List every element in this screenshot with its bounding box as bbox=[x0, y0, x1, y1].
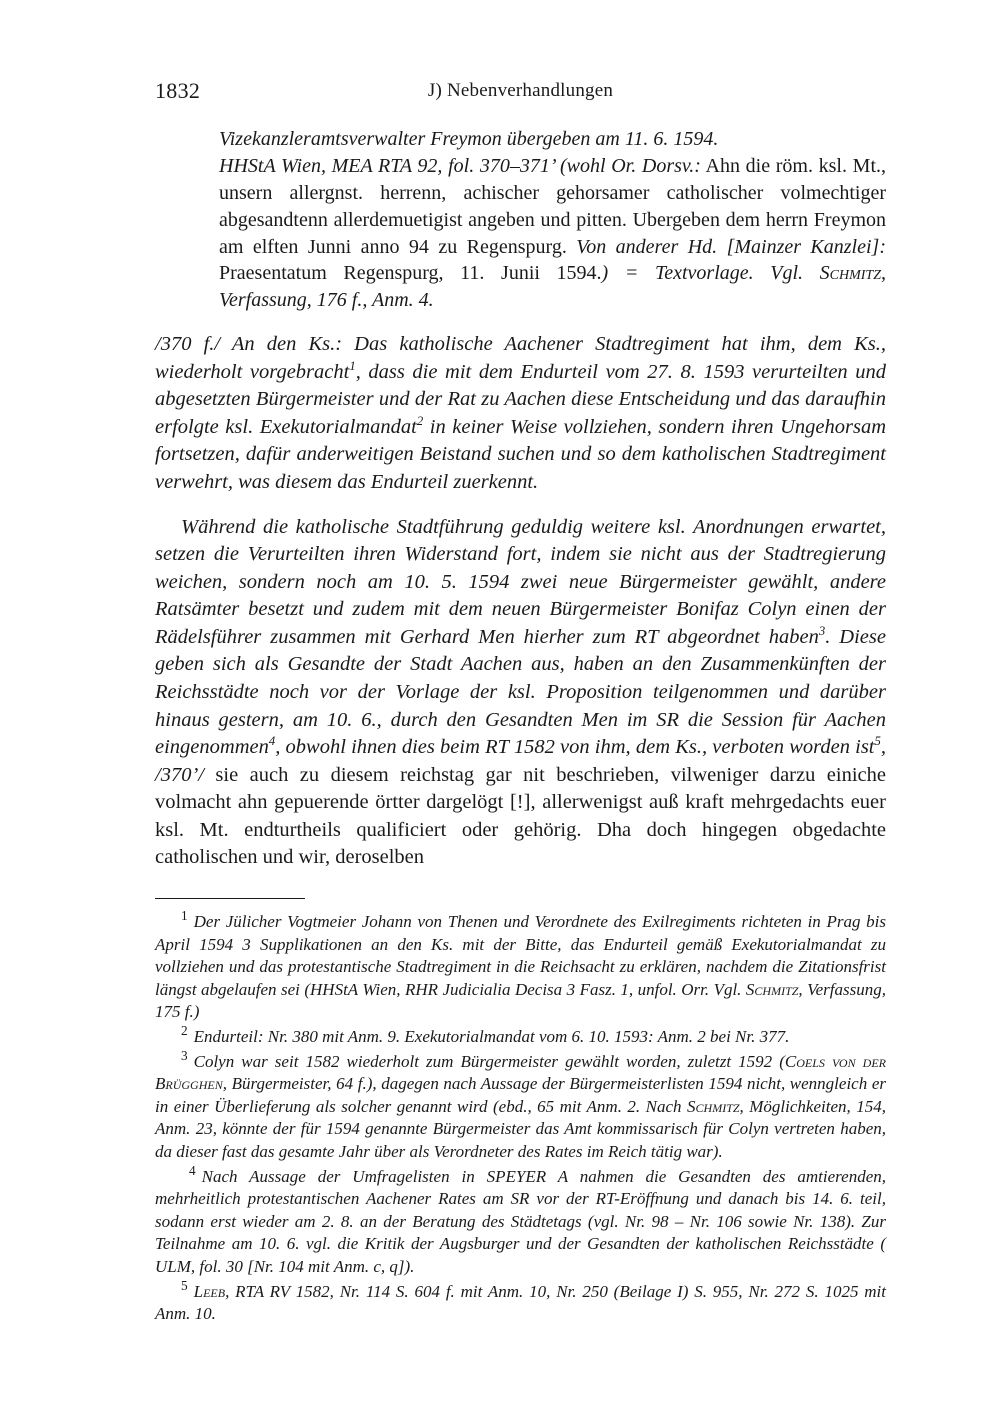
footnote-text-part: , Möglichkeiten, 154, Anm. 23, könnte der für 1594 genannte Bürgermeister das Amt kommissarisch für Colyn vertreten haben, da dieser fast das gesamte Jahr über als Verordneter des Rates im Reich tätig war). bbox=[155, 1096, 886, 1162]
footnote-number: 3 bbox=[181, 1047, 188, 1063]
footnote-list bbox=[155, 908, 886, 1326]
para2-part-a: Während die katholische Stadtführung geduldig weitere ksl. Anordnungen erwartet, setzen die Verurteilten ihren Widerstand fort, indem sie nicht aus der Stadtregierung weichen, sondern noch am 10. 5. 1594 zwei neue Bürgermeister gewählt, andere Ratsämter besetzt und zudem mit dem neuen Bürgermeister Bonifaz Colyn einen der Rädelsführer zusammen mit Gerhard Men hierher zum RT abgeordnet haben bbox=[155, 515, 886, 648]
footnote-ref-4[interactable]: 4 bbox=[268, 734, 276, 749]
footnote-4 bbox=[155, 1162, 886, 1279]
footnote-text-part: Nach Aussage der Umfragelisten in SPEYER A nahmen die Gesandten des amtierenden, mehrheitlich protestantischen Aachener Rates am SR vor der RT-Eröffnung und danach bis 14. 6. teil, sodann erst wieder am 2. 8. an der Beratung des Städtetags (vgl. Nr. 98 – Nr. 106 sowie Nr. 138). Zur Teilnahme am 10. 6. vgl. die Kritik der Augsburger und der Gesandten der katholischen Reichsstädte ( ULM, fol. 30 [Nr. 104 mit Anm. c, q]). bbox=[155, 1166, 886, 1277]
footnote-number: 4 bbox=[189, 1162, 196, 1178]
footnote-3 bbox=[155, 1047, 886, 1164]
footnote-ref-1[interactable]: 1 bbox=[349, 358, 356, 373]
footnote-separator bbox=[155, 898, 305, 899]
footnote-5 bbox=[155, 1278, 886, 1326]
paragraph-regest-2 bbox=[155, 514, 886, 872]
para2-part-c: , obwohl ihnen dies beim RT 1582 von ihm, dem Ks., verboten worden ist bbox=[275, 736, 875, 759]
footnote-text-part: Der Jülicher Vogtmeier Johann von Thenen und Verordnete des Exilregiments richteten in Prag bis April 1594 3 Supplikationen an den Ks. mit der Bitte, das Endurteil gemäß Exekutorialmandat zu vollziehen und das protestantische Stadtregiment in die Reichsacht zu erklären, nachdem die Zitationsfrist längst abgelaufen sei (HHStA Wien, RHR Judicialia Decisa 3 Fasz. 1, unfol. Orr. Vgl. bbox=[155, 911, 886, 999]
para2-part-b: . Diese geben sich als Gesandte der Stadt Aachen aus, haben an den Zusammenkünften der Reichsstädte noch vor der Vorlage der ksl. Proposition teilgenommen und darüber hinaus gestern, am 10. 6., durch den Gesandten Men im SR die Session für Aachen eingenommen bbox=[155, 625, 886, 759]
source-smallcaps: Schmitz bbox=[819, 262, 881, 285]
footnote-text-part: Coels von der Brügghen bbox=[155, 1051, 886, 1094]
source-roman-b: Praesentatum Regenspurg, 11. Junii 1594. bbox=[219, 262, 602, 285]
source-italic-a: HHStA Wien, MEA RTA 92, fol. 370–371’ (wohl Or. Dorsv.: bbox=[219, 154, 701, 177]
running-head bbox=[155, 78, 886, 112]
footnote-number: 5 bbox=[181, 1278, 188, 1294]
source-italic-b: Von anderer Hd. [Mainzer Kanzlei]: bbox=[576, 235, 886, 258]
document-body bbox=[155, 331, 886, 872]
footnote-2 bbox=[155, 1023, 886, 1049]
footnote-text-part: , Verfassung, 175 f.) bbox=[155, 979, 886, 1022]
para2-quote: sie auch zu diesem reichstag gar nit beschrieben, vilweniger darzu einiche volmacht ahn gepuerende örtter dargelögt [!], allerwenigst auß kraft mehrgedachts euer ksl. Mt. endturtheils qualificiert oder gehörig. Dha doch hingegen obgedachte catholischen und wir, deroselben bbox=[155, 763, 886, 869]
para1-part-a: /370 f./ An den Ks.: Das katholische Aachener Stadtregiment hat ihm, dem Ks., wiederholt vorgebracht bbox=[155, 333, 886, 383]
source-line-2 bbox=[219, 153, 886, 314]
footnote-text-part: , RTA RV 1582, Nr. 114 S. 604 f. mit Anm. 10, Nr. 250 (Beilage I) S. 955, Nr. 272 S. 1025 mit Anm. 10. bbox=[155, 1281, 886, 1324]
footnote-text-part: Endurteil: Nr. 380 mit Anm. 9. Exekutorialmandat vom 6. 10. 1593: Anm. 2 bei Nr. 377. bbox=[193, 1026, 790, 1046]
footnote-1 bbox=[155, 908, 886, 1024]
footnote-number: 2 bbox=[181, 1023, 188, 1039]
para1-part-b: , dass die mit dem Endurteil vom 27. 8. 1593 verurteilten und abgesetzten Bürgermeister und der Rat zu Aachen diese Entscheidung und das daraufhin erfolgte ksl. Exekutorialmandat bbox=[155, 360, 886, 438]
footnote-text-part: Schmitz bbox=[687, 1096, 740, 1116]
source-reference-block bbox=[219, 126, 886, 314]
source-roman-a: Ahn die röm. ksl. Mt., unsern allergnst. herrenn, achischer gehorsamer catholischer volmechtiger abgesandtenn allerdemuetigist angeben und pitten. Ubergeben dem herrn Freymon am elften Junni anno 94 zu Regenspurg. bbox=[219, 154, 886, 258]
source-italic-c: ) = Textvorlage. Vgl. bbox=[601, 262, 820, 285]
section-title: J) Nebenverhandlungen bbox=[427, 80, 614, 101]
footnote-text-part: Schmitz bbox=[745, 979, 799, 999]
footnote-ref-2[interactable]: 2 bbox=[416, 414, 424, 429]
footnote-text-part: Leeb bbox=[193, 1281, 226, 1301]
footnotes-section bbox=[155, 898, 886, 1326]
footnote-ref-5[interactable]: 5 bbox=[874, 734, 881, 749]
source-line-1: Vizekanzleramtsverwalter Freymon übergeben am 11. 6. 1594. bbox=[219, 128, 719, 150]
para2-part-d: , /370’/ bbox=[155, 736, 886, 786]
footnote-number: 1 bbox=[181, 908, 188, 924]
footnote-text-part: , Bürgermeister, 64 f.), dagegen nach Aussage der Bürgermeisterlisten 1594 nicht, wenngleich er in einer Überlieferung als solcher genannt wird (ebd., 65 mit Anm. 2. Nach bbox=[155, 1074, 886, 1116]
footnote-text-part: Colyn war seit 1582 wiederholt zum Bürgermeister gewählt worden, zuletzt 1592 ( bbox=[193, 1051, 785, 1071]
paragraph-regest-1 bbox=[155, 331, 886, 496]
page-number: 1832 bbox=[155, 78, 201, 103]
para1-part-c: in keiner Weise vollziehen, sondern ihren Ungehorsam fortsetzen, dafür anderweitigen Beistand suchen und so dem katholischen Stadtregiment verwehrt, was diesem das Endurteil zuerkennt. bbox=[155, 415, 887, 494]
source-italic-d: , Verfassung, 176 f., Anm. 4. bbox=[219, 262, 886, 312]
footnote-ref-3[interactable]: 3 bbox=[818, 624, 826, 639]
